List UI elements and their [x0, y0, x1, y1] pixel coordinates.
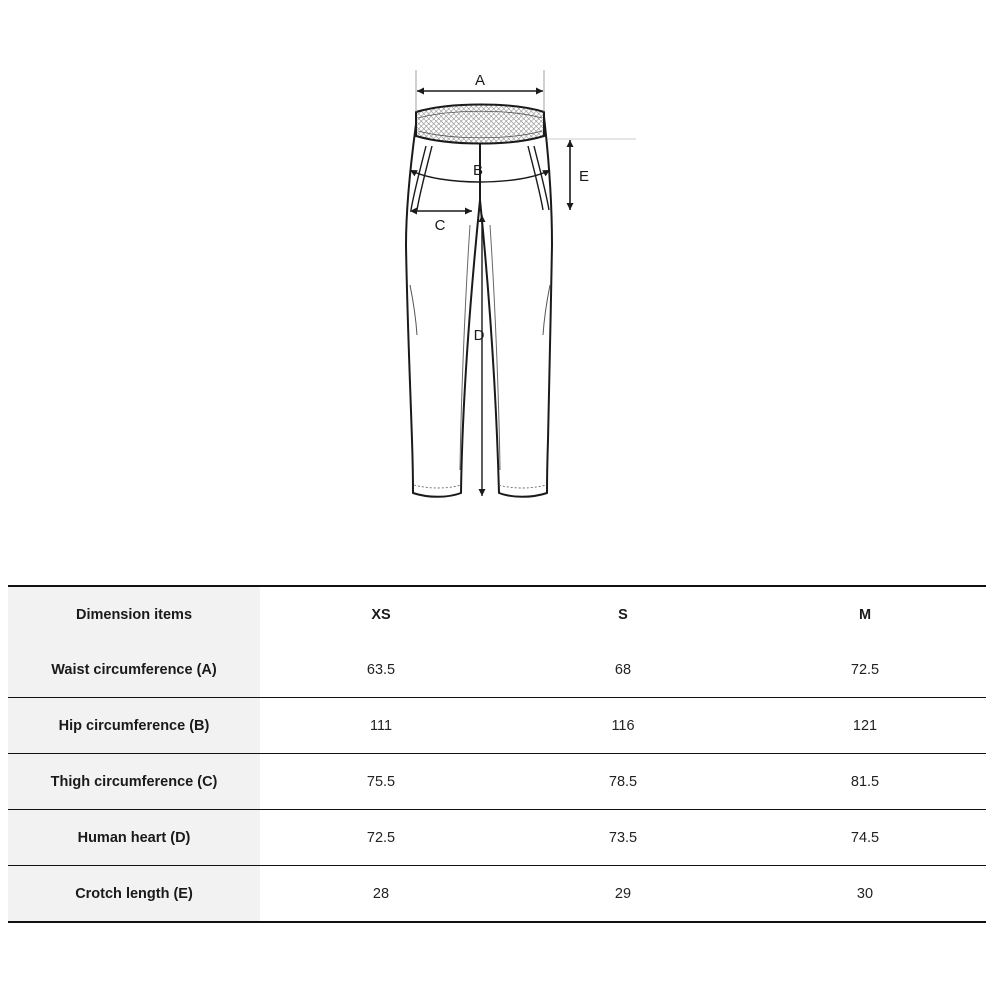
row-label-thigh: Thigh circumference (C): [8, 754, 260, 810]
table-row: [8, 866, 986, 923]
cell-value: 75.5: [260, 754, 502, 810]
header-size-m: M: [858, 606, 872, 623]
cell-value: 63.5: [366, 661, 396, 678]
cell-value: 78.5: [502, 754, 744, 810]
cell-value: 72.5: [260, 810, 502, 866]
cell-value: 68: [614, 661, 632, 678]
label-d: D: [473, 327, 485, 344]
cell-value: 72.5: [850, 661, 880, 678]
table-header-row: [8, 586, 986, 642]
row-label-crotch: Crotch length (E): [8, 866, 260, 923]
size-chart-table: [8, 585, 986, 923]
cell-value: 30: [744, 866, 986, 923]
header-dimension-items: Dimension items: [8, 586, 260, 642]
cell-value: 28: [260, 866, 502, 923]
cell-value: 116: [502, 698, 744, 754]
row-label-inseam: Human heart (D): [8, 810, 260, 866]
label-b: B: [472, 162, 484, 179]
table-row: [8, 698, 986, 754]
table-row: [8, 642, 986, 698]
cell-value: 73.5: [502, 810, 744, 866]
label-e: E: [578, 168, 590, 185]
header-size-s: S: [618, 606, 628, 623]
cell-value: 81.5: [744, 754, 986, 810]
cell-value: 74.5: [744, 810, 986, 866]
cell-value: 121: [744, 698, 986, 754]
row-label-hip: Hip circumference (B): [8, 698, 260, 754]
label-a: A: [474, 72, 486, 89]
table-row: [8, 810, 986, 866]
label-c: C: [434, 217, 446, 234]
waistband: [416, 105, 544, 144]
row-label-waist: Waist circumference (A): [8, 642, 260, 698]
table-row: [8, 754, 986, 810]
cell-value: 111: [260, 698, 502, 754]
cell-value: 29: [502, 866, 744, 923]
header-size-xs: XS: [371, 606, 391, 623]
